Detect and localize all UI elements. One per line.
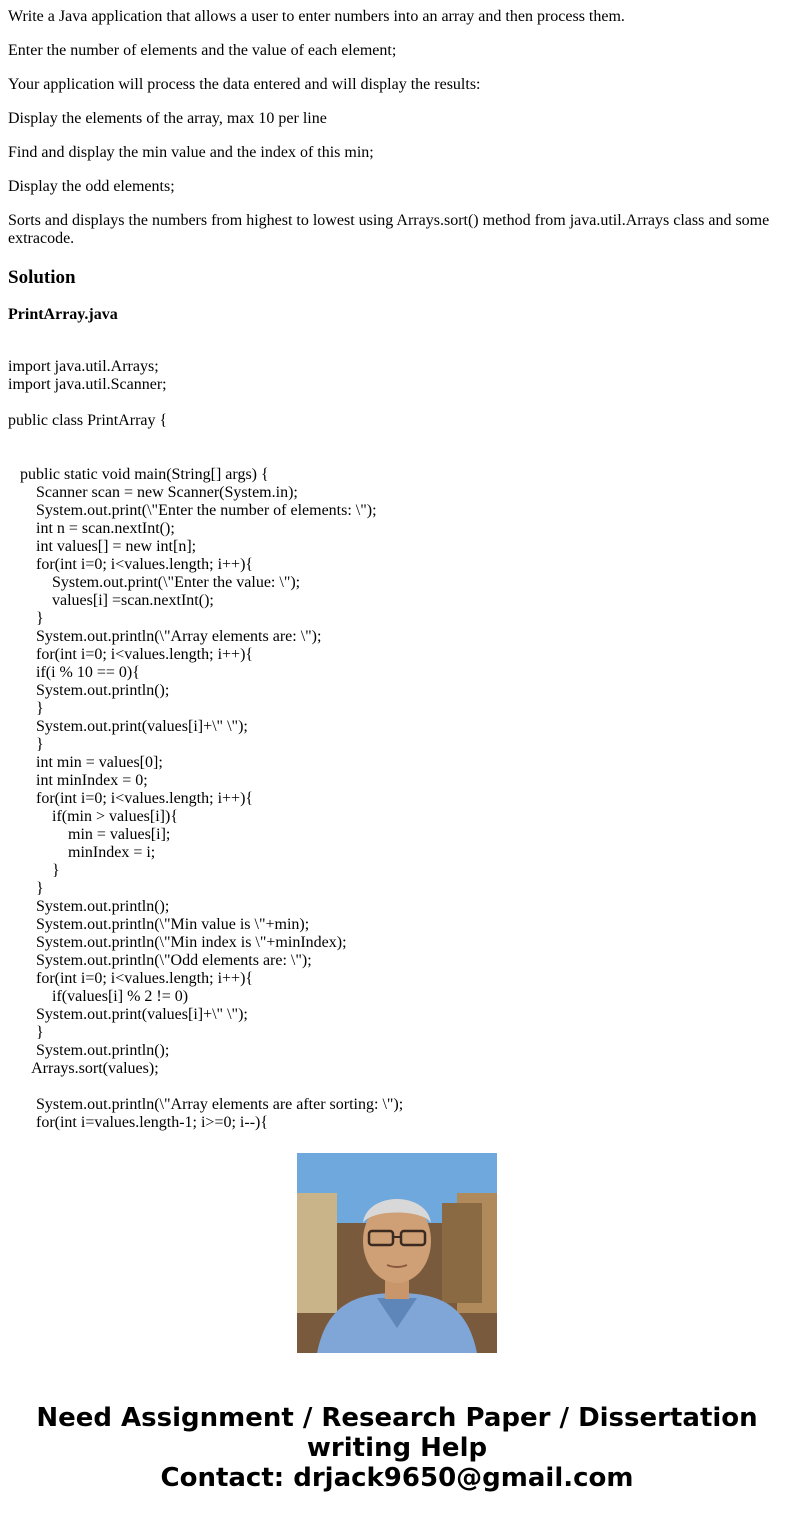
question-paragraph: Display the elements of the array, max 10 per line: [8, 110, 327, 127]
promo-contact: Contact: drjack9650@gmail.com: [160, 1463, 634, 1493]
question-paragraph: Enter the number of elements and the value of each element;: [8, 42, 397, 59]
promo-banner: [0, 1403, 794, 1493]
question-paragraph: Your application will process the data entered and will display the results:: [8, 76, 481, 93]
code-block: [8, 358, 786, 1131]
question-paragraph: Find and display the min value and the index of this min;: [8, 144, 374, 161]
question-paragraph: Sorts and displays the numbers from highest to lowest using Arrays.sort() method from java.util.Arrays class and some extracode.: [8, 212, 770, 247]
promo-line: writing Help: [306, 1433, 488, 1463]
solution-heading: Solution: [8, 267, 76, 288]
author-avatar: [297, 1153, 497, 1353]
file-name-heading: PrintArray.java: [8, 306, 118, 323]
author-photo-image: [297, 1153, 497, 1353]
code-text: import java.util.Arrays; import java.util.Scanner; public class PrintArray { public static void main(String[] args) { Scanner scan = new Scanner(System.in); System.out.print(\"Enter the number of elements: \"); int n = scan.nextInt(); int values[] = new int[n]; for(int i=0; i<values.length; i++){ System.out.print(\"Enter the value: \"); values[i] =scan.nextInt(); } System.out.println(\"Array elements are: \"); for(int i=0; i<values.length; i++){ if(i % 10 == 0){ System.out.println(); } System.out.print(values[i]+\" \"); } int min = values[0]; int minIndex = 0; for(int i=0; i<values.length; i++){ if(min > values[i]){ min = values[i]; minIndex = i; } } System.out.println(); System.out.println(\"Min value is \"+min); System.out.println(\"Min index is \"+minIndex); System.out.println(\"Odd elements are: \"); for(int i=0; i<values.length; i++){ if(values[i] % 2 != 0) System.out.print(values[i]+\" \"); } System.out.println(); Arrays.sort(values); System.out.println(\"Array elements are after sorting: \"); for(int i=values.length-1; i>=0; i--){: [8, 358, 404, 1131]
promo-line: Need Assignment / Research Paper / Dissertation: [36, 1403, 758, 1433]
question-paragraph: Write a Java application that allows a user to enter numbers into an array and then process them.: [8, 8, 625, 25]
question-paragraph: Display the odd elements;: [8, 178, 175, 195]
